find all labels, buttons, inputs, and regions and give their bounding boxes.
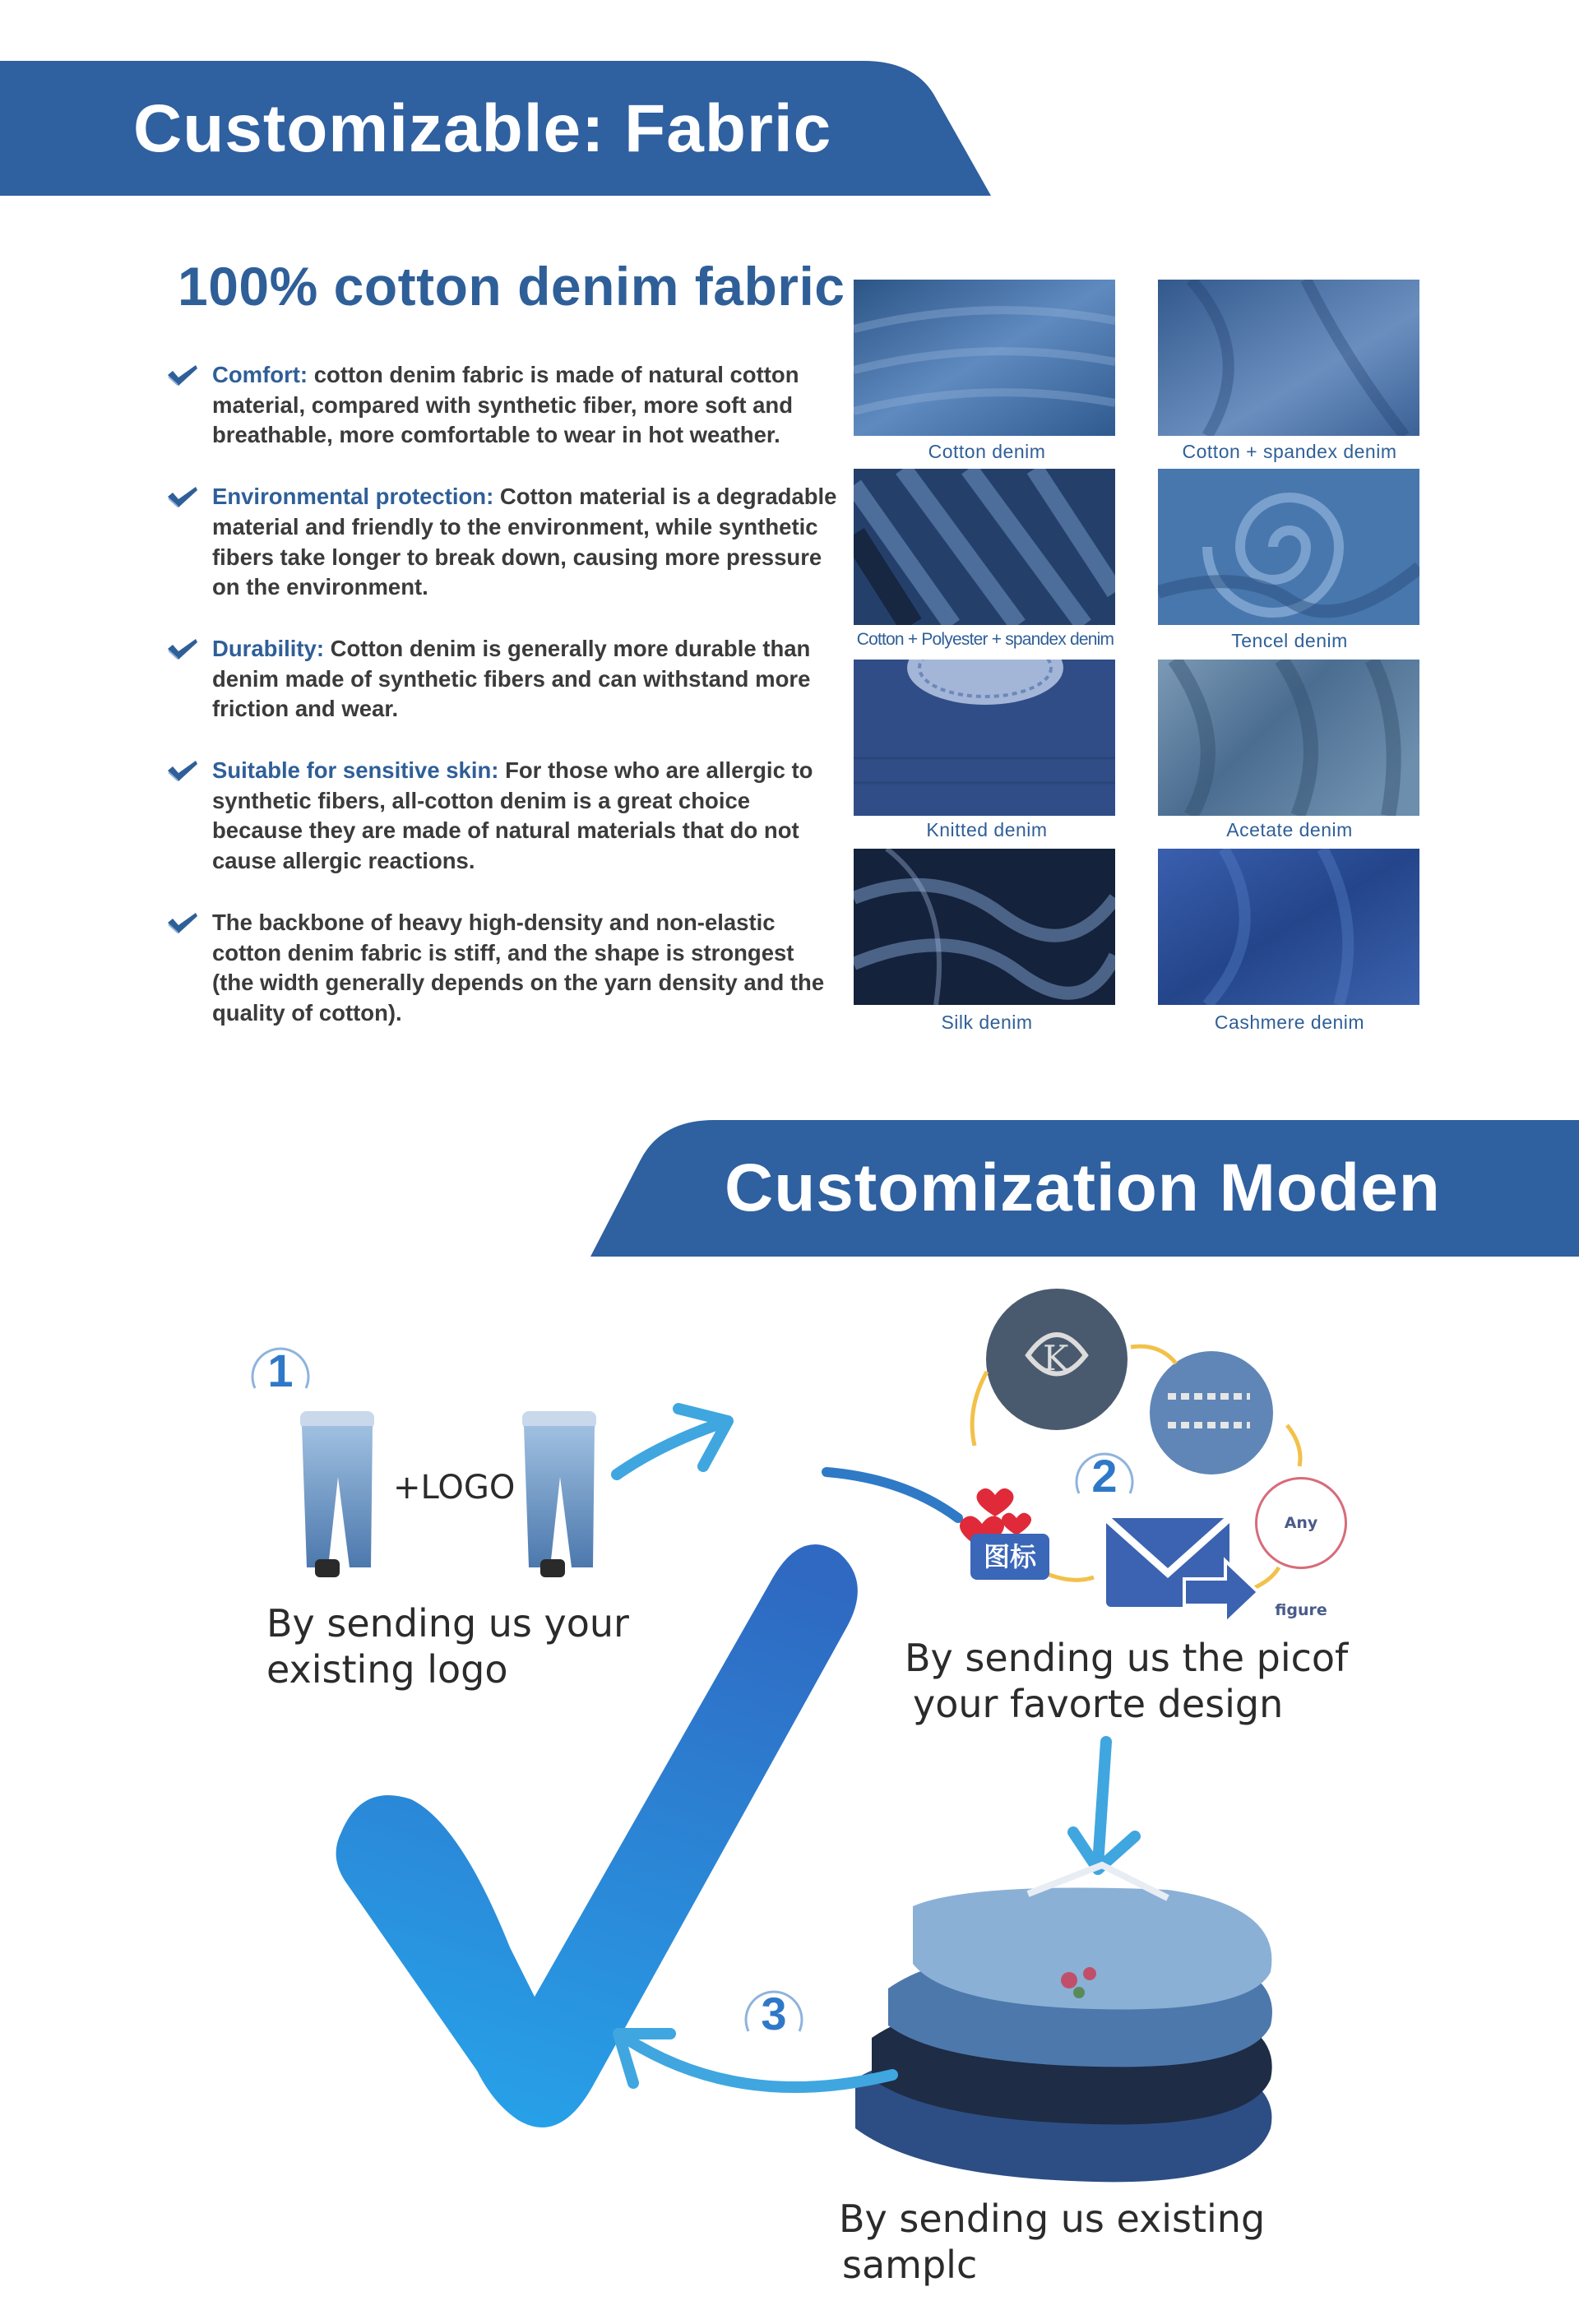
- any-figure-badge: Any figure: [1255, 1477, 1347, 1569]
- swatch-knitted-denim: [854, 660, 1115, 816]
- step-number-3: 3: [742, 1982, 806, 2046]
- step-2-text: By sending us the picof your favorte design: [905, 1636, 1349, 1726]
- benefit-key: Environmental protection:: [212, 484, 494, 510]
- fabric-benefit-list: [166, 360, 840, 1060]
- checkmark-icon: [166, 911, 199, 936]
- benefit-comfort: [166, 360, 840, 451]
- cycle-arrow: [1287, 1425, 1300, 1466]
- benefit-text: Cotton material is a degradable material and friendly to the environment, while synthetic fibers take longer to break down, causing more pressure on the environment.: [212, 484, 837, 600]
- swatch-tencel-denim: [1158, 469, 1419, 625]
- customization-banner: [590, 1120, 1579, 1257]
- cycle-arrow: [972, 1372, 987, 1446]
- cycle-arrow: [1131, 1346, 1176, 1363]
- checkmark-icon: [166, 637, 199, 662]
- benefit-text: The backbone of heavy high-density and non-elastic cotton denim fabric is stiff, and the shape is strongest (the width generally depends on the yarn density and the quality of cotton).: [212, 909, 825, 1025]
- distressed-jeans-circle-icon: [1150, 1351, 1273, 1474]
- customization-banner-title: Customization Moden: [725, 1150, 1441, 1225]
- logo-label: +LOGO: [393, 1469, 516, 1507]
- benefit-key: Comfort:: [212, 362, 308, 387]
- folded-jeans-stack-icon: [855, 1865, 1272, 2182]
- benefit-environment: [166, 482, 840, 603]
- fabric-banner: [0, 61, 991, 196]
- swatch-acetate-denim: [1158, 660, 1419, 816]
- step-number-2: 2: [1072, 1444, 1137, 1508]
- icon-badge: 图标: [970, 1534, 1049, 1580]
- arrow-right-up-icon: [617, 1409, 728, 1474]
- benefit-text: cotton denim fabric is made of natural cotton material, compared with synthetic fiber, more soft and breathable, more comfortable to wear in hot weather.: [212, 362, 799, 448]
- swatch-label: Acetate denim: [1226, 819, 1353, 840]
- design-sample-circle-icon: [986, 1289, 1128, 1430]
- jeans-with-logo-icon: [522, 1411, 596, 1577]
- benefit-text: For those who are allergic to synthetic fibers, all-cotton denim is a great choice because they are made of natural materials that do not cause allergic reactions.: [212, 757, 813, 874]
- checkmark-icon: [166, 759, 199, 784]
- swatch-label: Cotton denim: [928, 441, 1046, 462]
- swatch-cotton-denim: [854, 280, 1115, 436]
- svg-text:K: K: [1043, 1338, 1069, 1378]
- swatch-label: Tencel denim: [1231, 630, 1348, 651]
- step-number-1: 1: [248, 1339, 313, 1403]
- swatch-cashmere-denim: [1158, 849, 1419, 1005]
- benefit-durability: [166, 634, 840, 725]
- checkmark-icon: [166, 485, 199, 510]
- step-3-text: By sending us existing samplc: [839, 2197, 1266, 2287]
- benefit-key: Suitable for sensitive skin:: [212, 757, 499, 784]
- diagram-graphics: [0, 1257, 1579, 2324]
- mail-send-icon: [1106, 1518, 1258, 1623]
- swatch-cotton-spandex-denim: [1158, 280, 1419, 436]
- connector-curve: [827, 1472, 958, 1518]
- benefit-backbone: [166, 908, 840, 1029]
- swatch-label: Cotton + Polyester + spandex denim: [856, 630, 1114, 649]
- swatch-cotton-polyester-spandex-denim: [854, 469, 1115, 625]
- swatch-label: Silk denim: [941, 1012, 1033, 1033]
- jeans-icon: [300, 1411, 374, 1577]
- benefit-text: Cotton denim is generally more durable than denim made of synthetic fibers and can withstand more friction and wear.: [212, 635, 811, 722]
- fabric-heading: 100% cotton denim fabric: [178, 256, 845, 317]
- customization-diagram: [0, 1257, 1579, 2324]
- benefit-key: Durability:: [212, 635, 324, 661]
- arrow-down-icon: [1073, 1742, 1135, 1869]
- checkmark-icon: [166, 363, 199, 388]
- benefit-sensitive-skin: [166, 756, 840, 877]
- fabric-banner-title: Customizable: Fabric: [133, 91, 832, 166]
- swatch-label: Cotton + spandex denim: [1182, 441, 1397, 462]
- swatch-label: Knitted denim: [926, 819, 1048, 840]
- swatch-label: Cashmere denim: [1214, 1012, 1365, 1033]
- step-1-text: By sending us your existing logo: [266, 1601, 629, 1692]
- swatch-silk-denim: [854, 849, 1115, 1005]
